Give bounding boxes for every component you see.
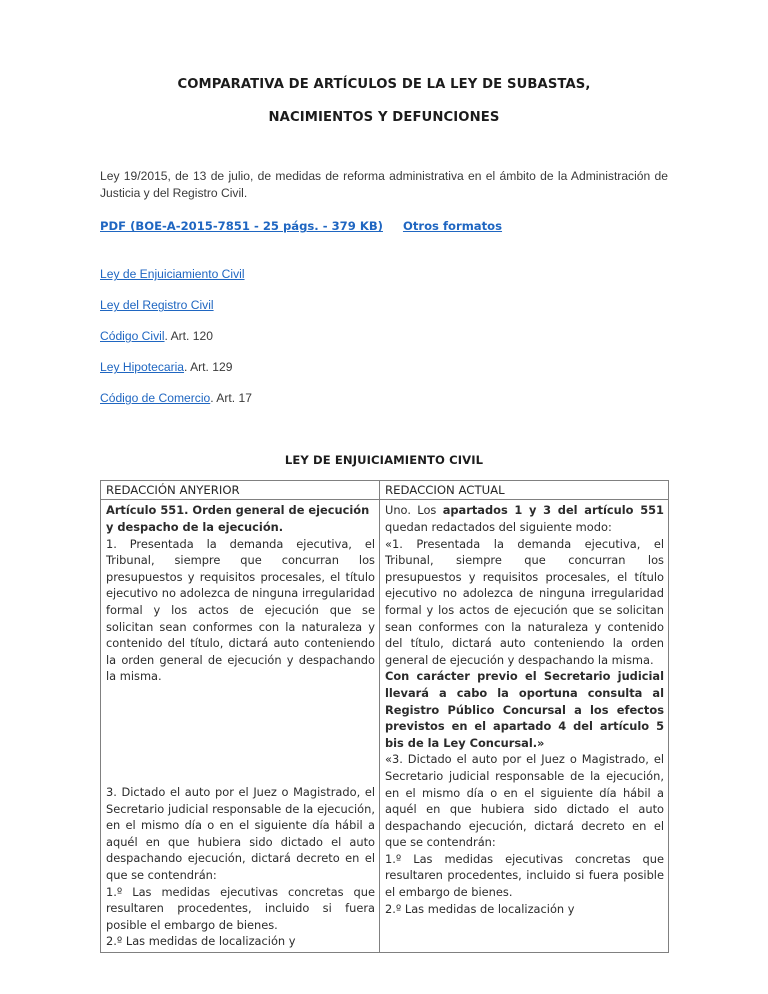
link-row-ley-enjuiciamiento-civil: [100, 266, 668, 282]
left-paragraph-3: 3. Dictado el auto por el Juez o Magistrado, el Secretario judicial responsable de la ejecución, en el mismo día o en el siguiente día hábil a aquél en que hubiera sido dictado el auto despachando ejecución, dictará decreto en el que se contendrán:: [106, 784, 375, 882]
link-row-ley-registro-civil: [100, 297, 668, 313]
right-lead-paragraph: [385, 502, 664, 535]
link-row-codigo-comercio: [100, 390, 668, 406]
otros-formatos-link[interactable]: Otros formatos: [402, 219, 503, 234]
link-suffix-3: . Art. 129: [184, 360, 233, 375]
comparison-table: [100, 480, 669, 952]
link-row-codigo-civil: [100, 328, 668, 344]
cell-redaccion-actual: [380, 500, 669, 952]
right-lead-bold: apartados 1 y 3 del artículo 551: [442, 503, 664, 518]
column-header-redaccion-anterior: REDACCIÓN ANYERIOR: [101, 481, 380, 500]
right-item-1: 1.º Las medidas ejecutivas concretas que resultaren procedentes, incluido si fuera posible el embargo de bienes.: [385, 851, 664, 900]
table-row: [101, 500, 669, 952]
link-ley-hipotecaria[interactable]: Ley Hipotecaria: [100, 360, 185, 375]
column-header-redaccion-actual: REDACCION ACTUAL: [380, 481, 669, 500]
link-ley-de-enjuiciamiento-civil[interactable]: Ley de Enjuiciamiento Civil: [100, 267, 245, 282]
link-list: [100, 201, 668, 406]
link-ley-del-registro-civil[interactable]: Ley del Registro Civil: [100, 298, 214, 313]
link-spacer: [100, 252, 668, 266]
page-title-line-2: NACIMIENTOS Y DEFUNCIONES: [268, 110, 500, 126]
left-paragraph-1: 1. Presentada la demanda ejecutiva, el Tribunal, siempre que concurran los presupuestos y requisitos procesales, el título ejecutivo no adolezca de ninguna irregularidad formal y los actos de ejecución que se solicitan sean conformes con la naturaleza y contenido del título, dictará auto conteniendo la orden general de ejecución y despachando la misma.: [106, 536, 375, 684]
right-lead-after: quedan redactados del siguiente modo:: [385, 520, 612, 534]
right-lead-before: Uno. Los: [385, 503, 443, 518]
right-item-2: 2.º Las medidas de localización y: [385, 901, 575, 916]
left-item-1: 1.º Las medidas ejecutivas concretas que resultaren procedentes, incluido si fuera posible el embargo de bienes.: [106, 884, 375, 932]
link-codigo-de-comercio[interactable]: Código de Comercio: [100, 391, 211, 406]
right-paragraph-1: «1. Presentada la demanda ejecutiva, el Tribunal, siempre que concurran los presupuestos y requisitos procesales, el título ejecutivo no adolezca de ninguna irregularidad formal y los actos de ejecución que se solicitan sean conformes con la naturaleza y contenido del título, dictará auto conteniendo la orden general de ejecución y despachando la misma.: [385, 536, 664, 667]
pdf-link[interactable]: PDF (BOE-A-2015-7851 - 25 págs. - 379 KB): [100, 219, 383, 234]
link-suffix-2: . Art. 120: [164, 329, 213, 344]
cell-redaccion-anterior: [101, 500, 380, 952]
right-paragraph-new-bold: Con carácter previo el Secretario judicial llevará a cabo la oportuna consulta al Registro Público Concursal a los efectos previstos en el apartado 4 del artículo 5 bis de la Ley Concursal.»: [385, 669, 664, 750]
page-title: [100, 0, 668, 124]
intro-paragraph: Ley 19/2015, de 13 de julio, de medidas de reforma administrativa en el ámbito de la Administración de Justicia y del Registro Civil.: [100, 169, 668, 200]
right-paragraph-3: «3. Dictado el auto por el Juez o Magistrado, el Secretario judicial responsable de la ejecución, en el mismo día o en el siguiente día hábil a aquél en que hubiera sido dictado el auto despachando ejecución, dictará decreto en el que se contendrán:: [385, 752, 664, 850]
link-suffix-4: . Art. 17: [210, 391, 252, 406]
left-article-heading: Artículo 551. Orden general de ejecución y despacho de la ejecución.: [106, 503, 370, 534]
link-row-ley-hipotecaria: [100, 359, 668, 375]
section-heading: LEY DE ENJUICIAMIENTO CIVIL: [284, 453, 484, 468]
page-title-line-1: COMPARATIVA DE ARTÍCULOS DE LA LEY DE SUBASTAS,: [177, 77, 591, 92]
left-item-2: 2.º Las medidas de localización y: [106, 934, 296, 949]
table-header-row: [101, 481, 669, 500]
left-gap-spacer: [106, 685, 375, 784]
link-codigo-civil[interactable]: Código Civil: [100, 329, 165, 344]
link-row-formats: [100, 218, 668, 234]
